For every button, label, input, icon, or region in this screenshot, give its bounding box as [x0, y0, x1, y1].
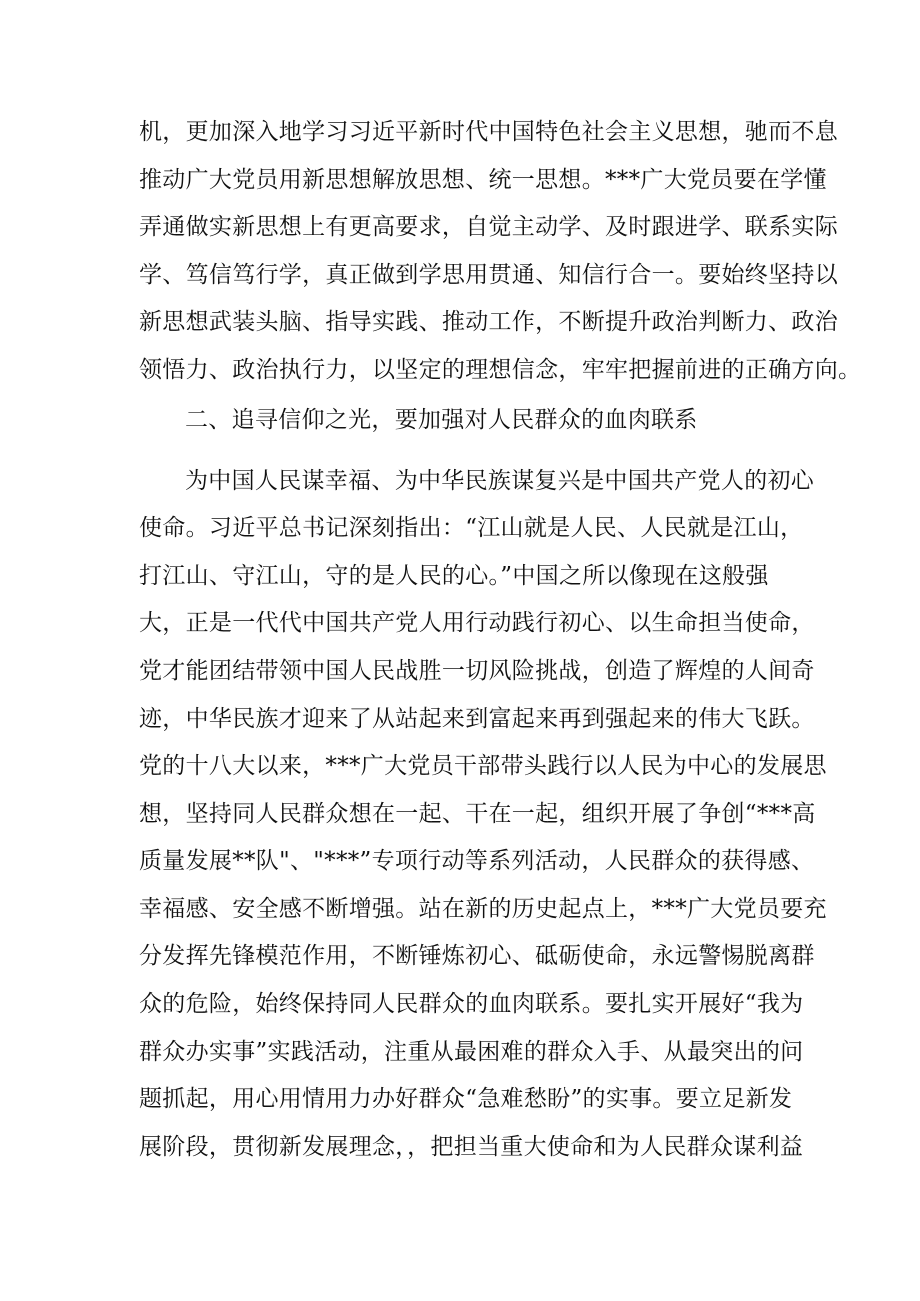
- paragraph-line: 幸福感、安全感不断增强。站在新的历史起点上，***广大党员要充: [139, 896, 827, 922]
- paragraph-line: 群众办实事”实践活动，注重从最困难的群众入手、从最突出的问: [139, 1039, 804, 1065]
- paragraph-line: 领悟力、政治执行力，以坚定的理想信念，牢牢把握前进的正确方向。: [139, 357, 862, 383]
- paragraph-line: 题抓起，用心用情用力办好群众“急难愁盼”的实事。要立足新发: [139, 1086, 793, 1112]
- paragraph-line: 使命。习近平总书记深刻指出：“江山就是人民、人民就是江山，: [139, 515, 804, 541]
- paragraph-line: 众的危险，始终保持同人民群众的血肉联系。要扎实开展好“我为: [139, 991, 804, 1017]
- paragraph-line: 展阶段，贯彻新发展理念，，把担当重大使命和为人民群众谋利益: [139, 1134, 804, 1160]
- paragraph-line: 分发挥先锋模范作用，不断锤炼初心、砥砺使命，永远警惕脱离群: [139, 943, 815, 969]
- section-heading: 二、追寻信仰之光，要加强对人民群众的血肉联系: [185, 407, 698, 433]
- paragraph-line: 机，更加深入地学习习近平新时代中国特色社会主义思想，驰而不息: [139, 119, 838, 145]
- paragraph-line: 学、笃信笃行学，真正做到学思用贯通、知信行合一。要始终坚持以: [139, 262, 838, 288]
- paragraph-line: 推动广大党员用新思想解放思想、统一思想。***广大党员要在学懂: [139, 167, 827, 193]
- paragraph-line: 弄通做实新思想上有更高要求，自觉主动学、及时跟进学、联系实际: [139, 214, 838, 240]
- paragraph-line: 党的十八大以来，***广大党员干部带头践行以人民为中心的发展思: [139, 753, 827, 779]
- paragraph-line: 为中国人民谋幸福、为中华民族谋复兴是中国共产党人的初心: [185, 468, 815, 494]
- paragraph-line: 迹，中华民族才迎来了从站起来到富起来再到强起来的伟大飞跃。: [139, 706, 815, 732]
- paragraph-line: 党才能团结带领中国人民战胜一切风险挑战，创造了辉煌的人间奇: [139, 658, 815, 684]
- paragraph-line: 打江山、守江山，守的是人民的心。”中国之所以像现在这般强: [139, 563, 769, 589]
- paragraph-line: 想，坚持同人民群众想在一起、干在一起，组织开展了争创“***高: [139, 801, 816, 827]
- paragraph-line: 大，正是一代代中国共产党人用行动践行初心、以生命担当使命，: [139, 610, 815, 636]
- paragraph-line: 新思想武装头脑、指导实践、推动工作，不断提升政治判断力、政治: [139, 309, 838, 335]
- paragraph-line: 质量发展**队"、"***”专项行动等系列活动，人民群众的获得感、: [139, 848, 815, 874]
